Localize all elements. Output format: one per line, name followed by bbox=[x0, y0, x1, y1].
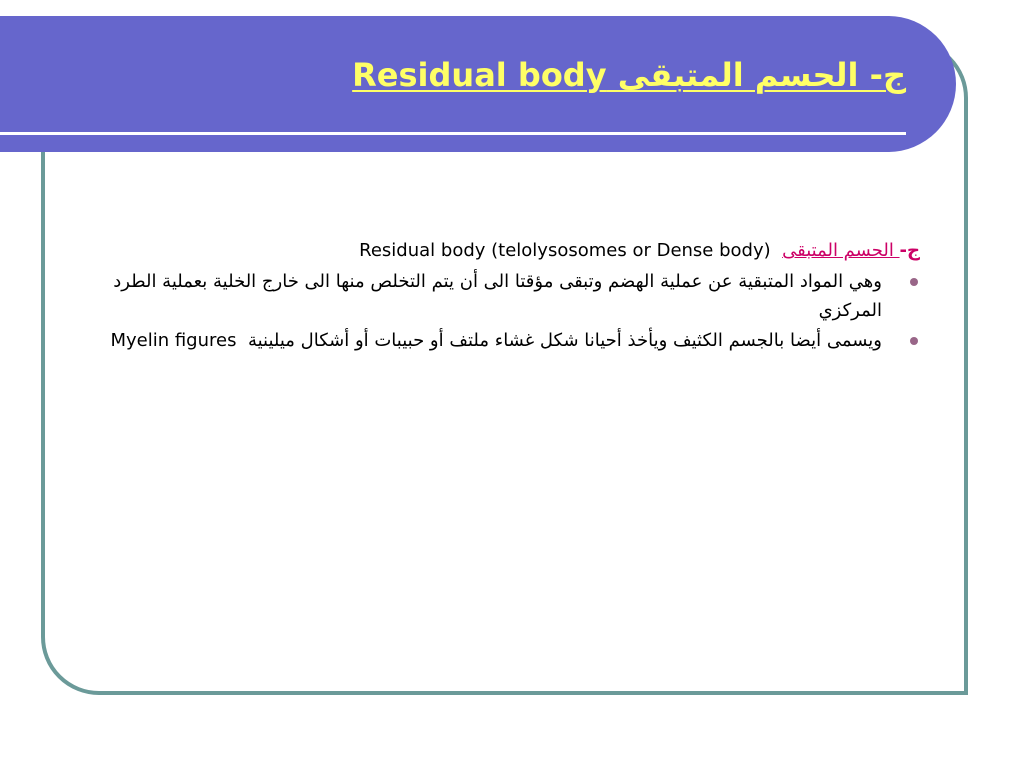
heading-prefix: ج- bbox=[899, 240, 920, 261]
bullet-list bbox=[60, 267, 920, 355]
list-item bbox=[60, 267, 920, 325]
bullet-icon bbox=[910, 337, 918, 345]
bullet-text: ويسمى أيضا بالجسم الكثيف ويأخذ أحيانا شكل غشاء ملتف أو حبيبات أو أشكال ميلينية bbox=[247, 330, 882, 351]
bullet-latin-term: Myelin figures bbox=[110, 330, 237, 351]
heading-arabic: الحسم المتبقى bbox=[782, 240, 900, 261]
slide-title: ج- الحسم المتبقى Residual body bbox=[352, 56, 906, 94]
bullet-icon bbox=[910, 278, 918, 286]
bullet-text: وهي المواد المتبقية عن عملية الهضم وتبقى مؤقتا الى أن يتم التخلص منها الى خارج الخلية بعملية الطرد المركزي bbox=[113, 271, 882, 321]
heading-latin: Residual body (telolysosomes or Dense body) bbox=[359, 240, 771, 261]
list-item bbox=[60, 326, 920, 355]
section-heading bbox=[60, 236, 920, 265]
slide-content bbox=[60, 236, 920, 356]
title-divider bbox=[0, 132, 906, 135]
